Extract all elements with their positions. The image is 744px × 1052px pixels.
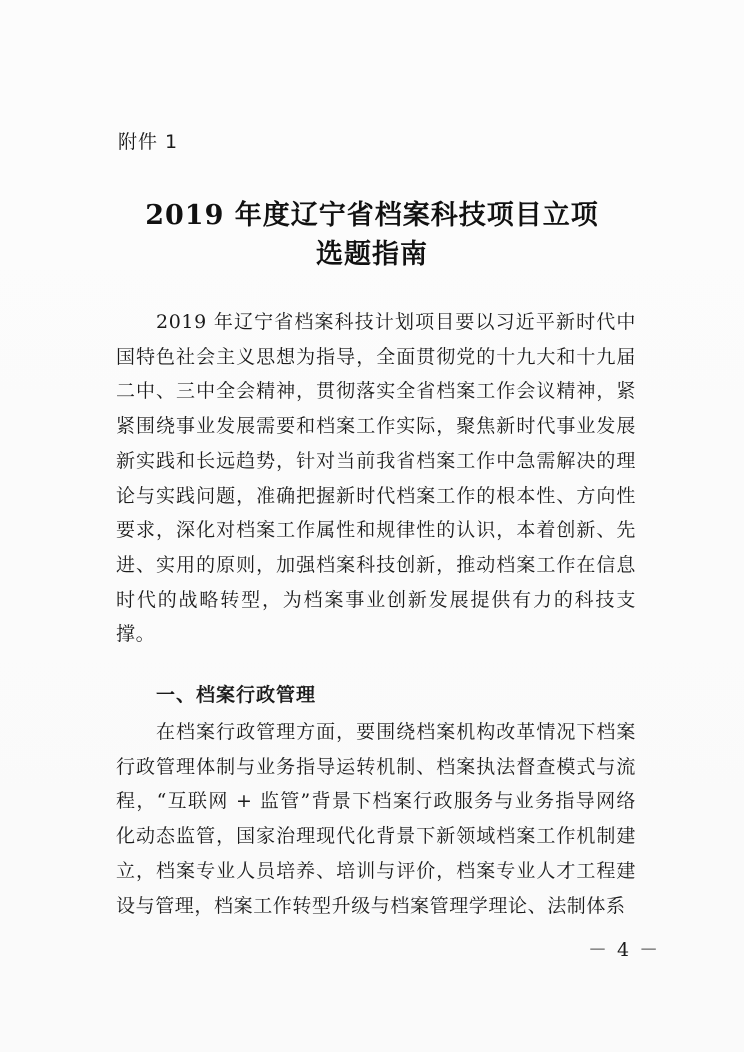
section-heading: 一、档案行政管理 xyxy=(156,684,317,706)
attachment-label: 附件 1 xyxy=(118,131,179,153)
intro-paragraph: 2019 年辽宁省档案科技计划项目要以习近平新时代中国特色社会主义思想为指导，全面贯彻党的十九大和十九届二中、三中全会精神，贯彻落实全省档案工作会议精神，紧紧围绕事业发展需要和档案工作实际，聚焦新时代事业发展新实践和长远趋势，针对当前我省档案工作中急需解决的理论与实践问题，准确把握新时代档案工作的根本性、方向性要求，深化对档案工作属性和规律性的认识，本着创新、先进、实用的原则，加强档案科技创新，推动档案工作在信息时代的战略转型，为档案事业创新发展提供有力的科技支撑。 xyxy=(116,311,636,646)
section-paragraph: 在档案行政管理方面，要围绕档案机构改革情况下档案行政管理体制与业务指导运转机制、档案执法督查模式与流程，“互联网 + 监管”背景下档案行政服务与业务指导网络化动态监管，国家治理现代化背景下新领域档案工作机制建立，档案专业人员培养、培训与评价，档案专业人才工程建设与管理，档案工作转型升级与档案管理学理论、法制体系 xyxy=(116,721,636,917)
document-title-line2: 选题指南 xyxy=(316,239,428,270)
document-title-line1: 2019 年度辽宁省档案科技项目立项 xyxy=(145,200,599,231)
page-number: － 4 － xyxy=(588,939,661,961)
